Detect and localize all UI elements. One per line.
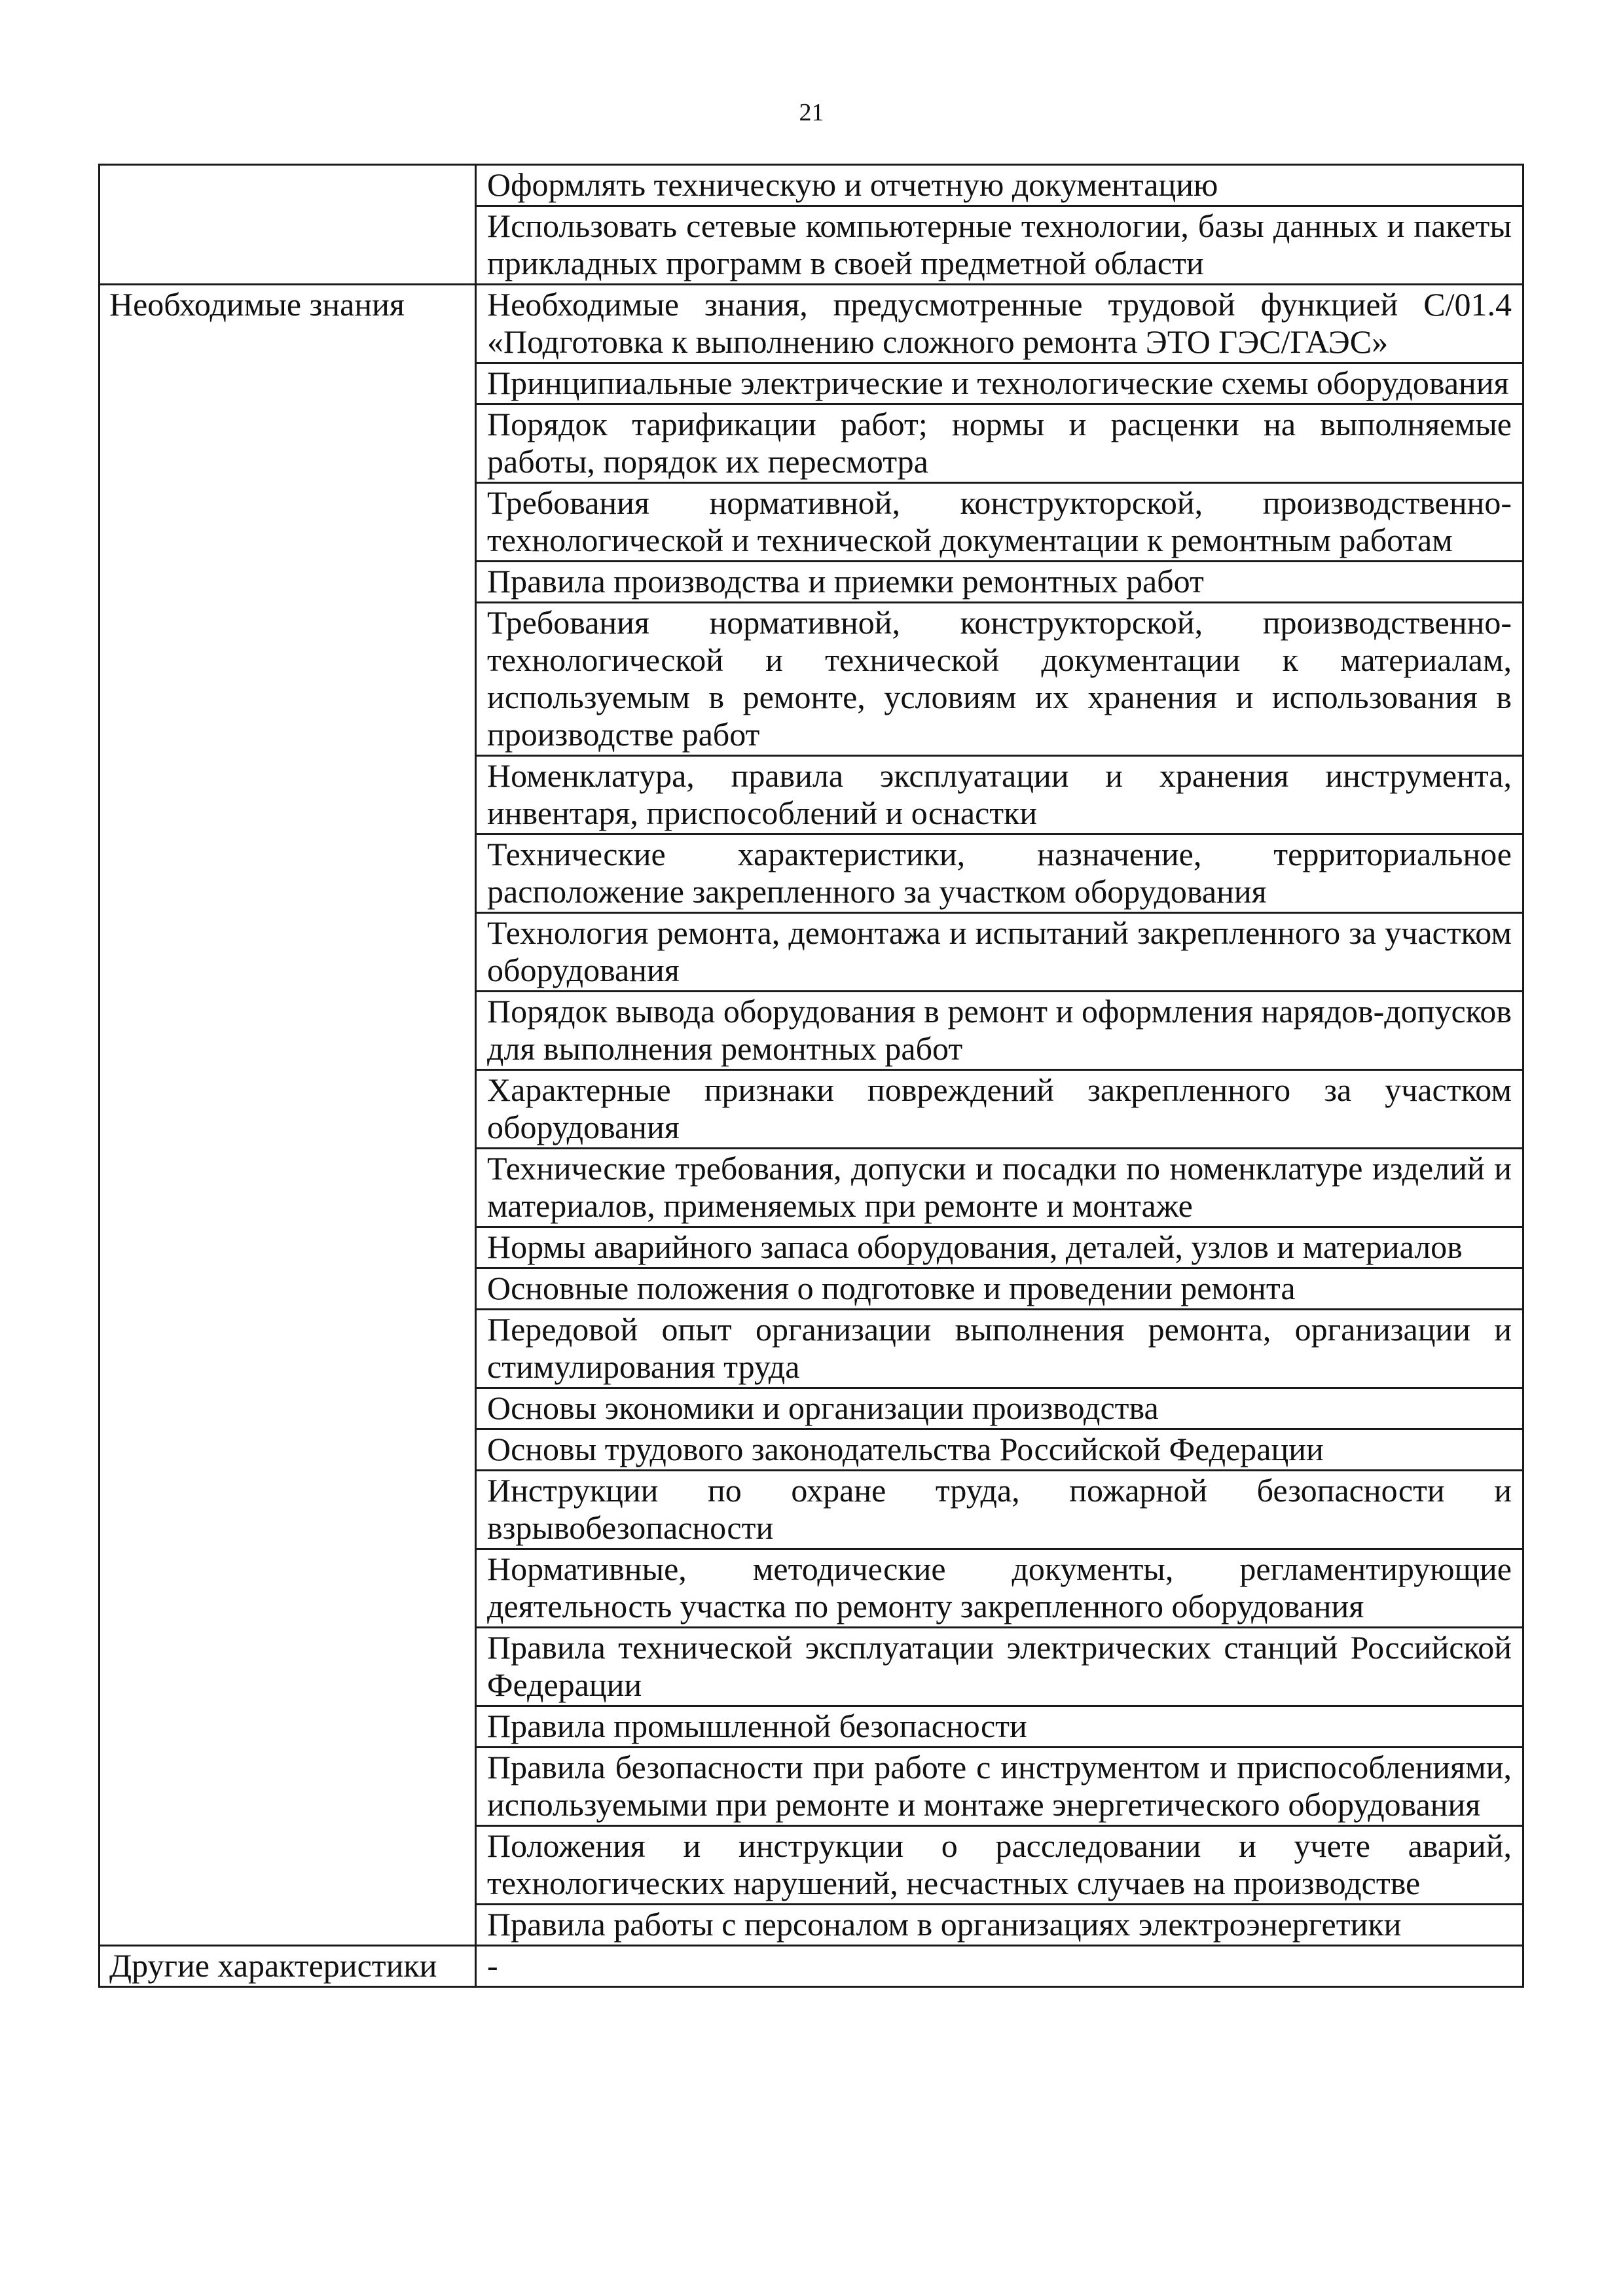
knowledge-item: Характерные признаки повреждений закрепленного за участком оборудования [476, 1070, 1523, 1149]
knowledge-item: Правила работы с персоналом в организациях электроэнергетики [476, 1905, 1523, 1946]
knowledge-item: Порядок тарификации работ; нормы и расценки на выполняемые работы, порядок их пересмотра [476, 404, 1523, 483]
knowledge-item: Инструкции по охране труда, пожарной безопасности и взрывобезопасности [476, 1471, 1523, 1549]
knowledge-item: Нормативные, методические документы, регламентирующие деятельность участка по ремонту закрепленного оборудования [476, 1549, 1523, 1628]
knowledge-item: Порядок вывода оборудования в ремонт и оформления нарядов-допусков для выполнения ремонтных работ [476, 992, 1523, 1070]
knowledge-item: Номенклатура, правила эксплуатации и хранения инструмента, инвентаря, приспособлений и оснастки [476, 756, 1523, 834]
knowledge-item: Правила производства и приемки ремонтных работ [476, 562, 1523, 603]
requirements-table [98, 164, 1524, 1988]
knowledge-label: Необходимые знания [100, 285, 476, 1946]
other-characteristics-label: Другие характеристики [100, 1946, 476, 1987]
page-number: 21 [799, 99, 824, 126]
knowledge-item: Технология ремонта, демонтажа и испытаний закрепленного за участком оборудования [476, 913, 1523, 992]
knowledge-item: Правила безопасности при работе с инструментом и приспособлениями, используемыми при ремонте и монтаже энергетического оборудования [476, 1748, 1523, 1826]
table-row [100, 285, 1523, 363]
skill-item: Оформлять техническую и отчетную документацию [476, 165, 1523, 206]
requirements-table-body [100, 165, 1523, 1987]
knowledge-item: Технические характеристики, назначение, территориальное расположение закрепленного за участком оборудования [476, 834, 1523, 913]
skill-item: Использовать сетевые компьютерные технологии, базы данных и пакеты прикладных программ в своей предметной области [476, 206, 1523, 285]
knowledge-item: Основы трудового законодательства Российской Федерации [476, 1429, 1523, 1471]
knowledge-item: Требования нормативной, конструкторской, производственно-технологической и технической документации к материалам, используемым в ремонте, условиям их хранения и использования в производстве работ [476, 603, 1523, 756]
other-characteristics-value: - [476, 1946, 1523, 1987]
knowledge-item: Требования нормативной, конструкторской, производственно-технологической и технической документации к ремонтным работам [476, 483, 1523, 562]
knowledge-item: Передовой опыт организации выполнения ремонта, организации и стимулирования труда [476, 1310, 1523, 1388]
table-row [100, 1946, 1523, 1987]
table-row [100, 165, 1523, 206]
knowledge-item: Основы экономики и организации производства [476, 1388, 1523, 1429]
knowledge-item: Основные положения о подготовке и проведении ремонта [476, 1268, 1523, 1310]
knowledge-item: Правила технической эксплуатации электрических станций Российской Федерации [476, 1628, 1523, 1706]
knowledge-item: Положения и инструкции о расследовании и учете аварий, технологических нарушений, несчастных случаев на производстве [476, 1826, 1523, 1905]
knowledge-item: Необходимые знания, предусмотренные трудовой функцией C/01.4 «Подготовка к выполнению сложного ремонта ЭТО ГЭС/ГАЭС» [476, 285, 1523, 363]
knowledge-item: Нормы аварийного запаса оборудования, деталей, узлов и материалов [476, 1227, 1523, 1268]
knowledge-item: Правила промышленной безопасности [476, 1706, 1523, 1748]
skills-label-cell [100, 165, 476, 285]
knowledge-item: Технические требования, допуски и посадки по номенклатуре изделий и материалов, применяемых при ремонте и монтаже [476, 1149, 1523, 1227]
knowledge-item: Принципиальные электрические и технологические схемы оборудования [476, 363, 1523, 404]
